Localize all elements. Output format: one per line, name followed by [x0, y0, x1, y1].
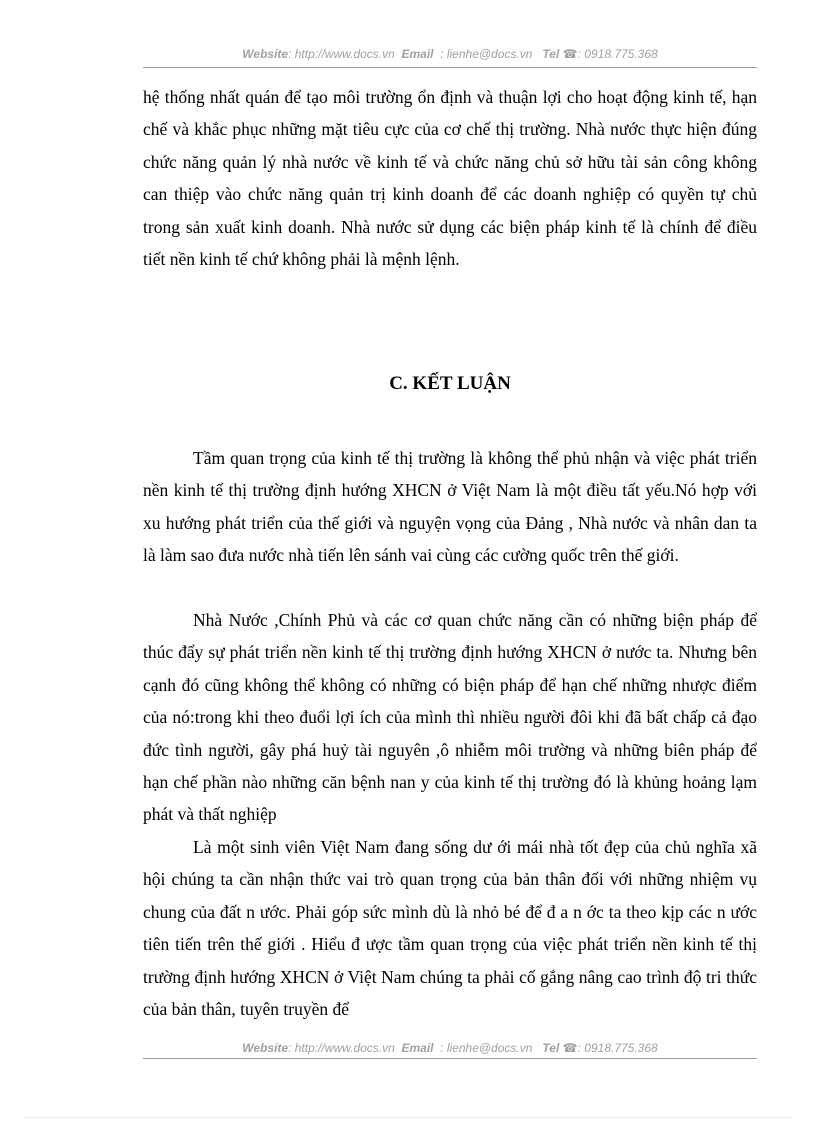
conclusion-paragraph-2: Nhà Nước ,Chính Phủ và các cơ quan chức năng cần có những biện pháp để thúc đẩy sự phát triển nền kinh tế thị trường định hướng XHCN ở nước ta. Nhưng bên cạnh đó cũng không thể không có những có biện pháp để hạn chế những nhược điểm của nó:trong khi theo đuổi lợi ích của mình thì nhiều người đôi khi đã bất chấp cả đạo đức tình người, gây phá huỷ tài nguyên ,ô nhiễm môi trường và những biên pháp để hạn chế phần nào những căn bệnh nan y của kinh tế thị trường đó là khủng hoảng lạm phát và thất nghiệp	[143, 610, 757, 825]
phone-icon: ☎	[562, 47, 578, 61]
header-website-value: : http://www.docs.vn	[288, 47, 395, 61]
footer-divider	[143, 1058, 757, 1059]
header-website-label: Website	[242, 47, 289, 61]
header-tel-label: Tel	[542, 47, 560, 61]
footer-website-label: Website	[242, 1041, 289, 1055]
header-tel-value: : 0918.775.368	[577, 47, 658, 61]
conclusion-paragraph-3: Là một sinh viên Việt Nam đang sống dư ới mái nhà tốt đẹp của chủ nghĩa xã hội chúng ta cần nhận thức vai trò quan trọng của bản thân đối với những nhiệm vụ chung của đất n ước. Phải góp sức mình dù là nhỏ bé để đ a n ớc ta theo kịp các n ước tiên tiến trên thế giới . Hiểu đ ược tầm quan trọng của việc phát triển nền kinh tế thị trường định hướng XHCN ở Việt Nam chúng ta phải cố gắng nâng cao trình độ tri thức của bản thân, tuyên truyền để	[143, 837, 757, 1020]
continuation-paragraph: hệ thống nhất quán để tạo môi trường ổn định và thuận lợi cho hoạt động kinh tế, hạn chế và khắc phục những mặt tiêu cực của cơ chế thị trường. Nhà nước thực hiện đúng chức năng quản lý nhà nước về kinh tế và chức năng chủ sở hữu tài sản công không can thiệp vào chức năng quản trị kinh doanh để các doanh nghiệp có quyền tự chủ trong sản xuất kinh doanh. Nhà nước sử dụng các biện pháp kinh tế là chính để điều tiết nền kinh tế chứ không phải là mệnh lệnh.	[143, 87, 757, 270]
header-email-label: Email	[401, 47, 434, 61]
footer-tel-value: : 0918.775.368	[577, 1041, 658, 1055]
phone-icon: ☎	[562, 1041, 578, 1055]
conclusion-paragraph-1: Tầm quan trọng của kinh tế thị trường là không thể phủ nhận và việc phát triển nền kinh tế thị trường định hướng XHCN ở Việt Nam là một điều tất yếu.Nó hợp với xu hướng phát triển của thế giới và nguyện vọng của Đảng , Nhà nước và nhân dan ta là làm sao đưa nước nhà tiến lên sánh vai cùng các cường quốc trên thế giới.	[143, 448, 757, 566]
page-footer	[143, 1041, 757, 1055]
page-edge-divider	[25, 1117, 791, 1118]
footer-website-value: : http://www.docs.vn	[288, 1041, 395, 1055]
footer-tel-label: Tel	[542, 1041, 560, 1055]
footer-email-value: : lienhe@docs.vn	[440, 1041, 533, 1055]
page-header	[143, 47, 757, 61]
footer-email-label: Email	[401, 1041, 434, 1055]
header-divider	[143, 67, 757, 68]
section-heading: C. KẾT LUẬN	[389, 373, 511, 394]
header-email-value: : lienhe@docs.vn	[440, 47, 533, 61]
